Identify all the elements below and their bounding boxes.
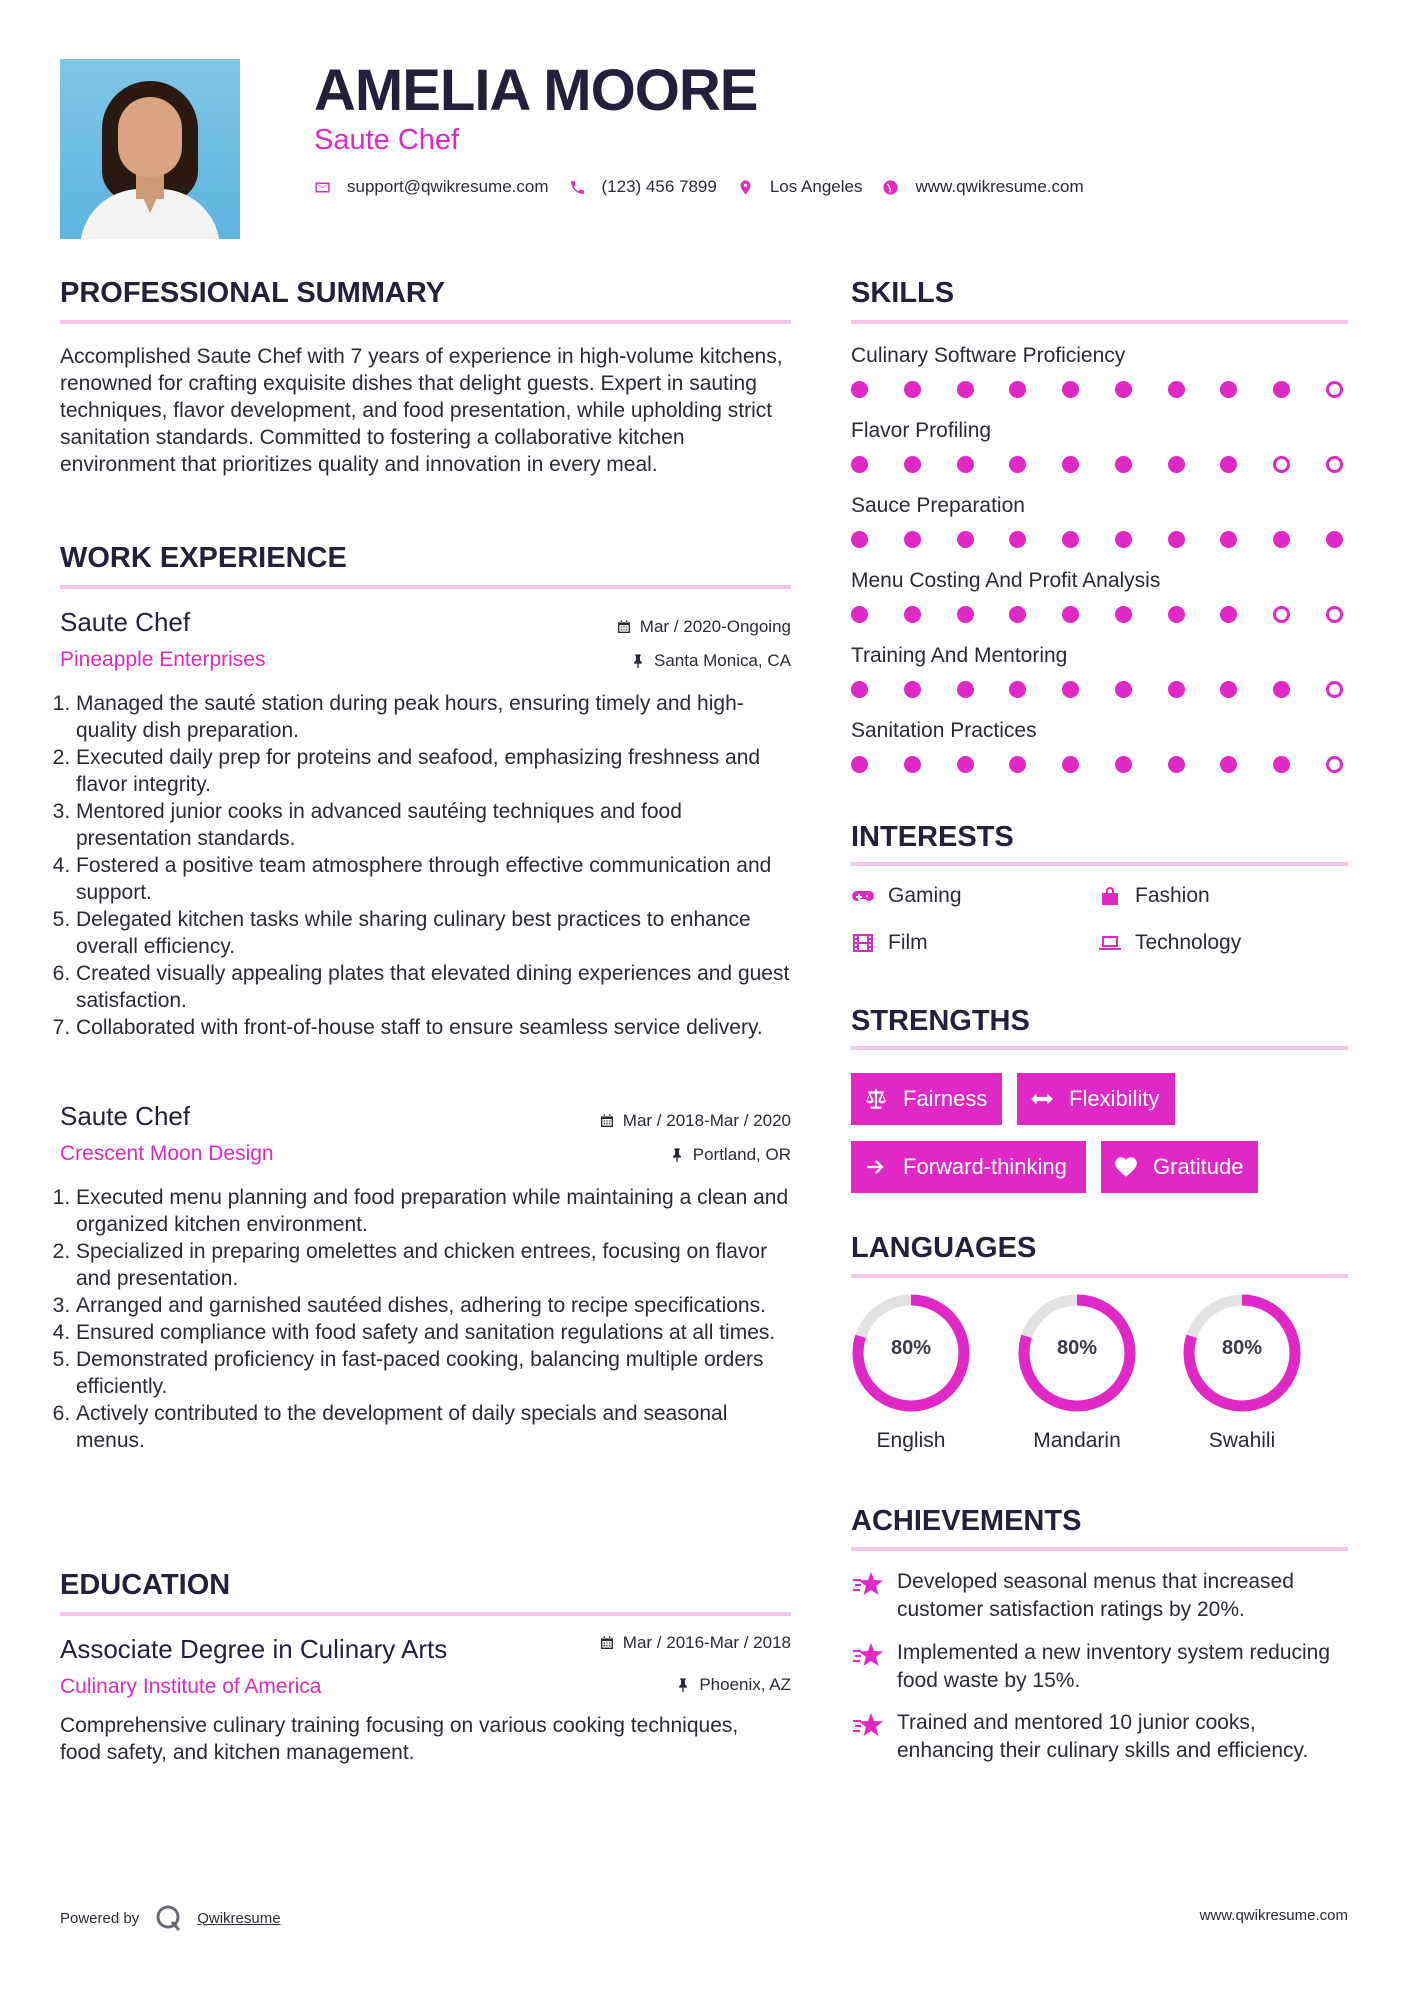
strength-fairness: Fairness [851,1073,1002,1125]
footer-url[interactable]: www.qwikresume.com [1199,1907,1348,1924]
job-2-title: Saute Chef [60,1101,191,1131]
balance-scale-icon [863,1086,889,1112]
star-burst-icon [851,1570,885,1600]
achievements-heading: ACHIEVEMENTS [851,1505,1082,1537]
rating-dot-filled [1220,456,1237,473]
job-2-bullet: 1. Executed menu planning and food preparation while maintaining a clean and organized kitchen environment. [76,1184,802,1238]
rating-dot-filled [1220,756,1237,773]
rating-dot-filled [957,456,974,473]
candidate-name: AMELIA MOORE [314,58,758,123]
job-2-company: Crescent Moon Design [60,1142,274,1165]
rating-dot-filled [851,381,868,398]
language-name: Mandarin [1033,1429,1121,1452]
rating-dot-filled [851,531,868,548]
skill-rating [851,531,1343,548]
job-2-bullet: 3. Arranged and garnished sautéed dishes, adhering to recipe specifications. [76,1292,802,1319]
job-1-bullet: 1. Managed the sauté station during peak hours, ensuring timely and high-quality dish preparation. [76,690,802,744]
rating-dot-filled [904,606,921,623]
calendar-icon [599,1113,615,1129]
experience-rule [60,585,791,589]
job-title: Saute Chef [314,124,460,156]
rating-dot-filled [851,456,868,473]
powered-by-text: Powered by [60,1909,140,1927]
pushpin-icon [630,653,646,669]
rating-dot-filled [1009,606,1026,623]
rating-dot-filled [1115,681,1132,698]
language-item [1015,1291,1139,1454]
job-2-bullet: 5. Demonstrated proficiency in fast-paced cooking, balancing multiple orders efficiently. [76,1346,802,1400]
language-percent: 80% [1056,1337,1098,1359]
footer-powered-by [60,1904,281,1932]
job-2-bullet: 6. Actively contributed to the development of daily specials and seasonal menus. [76,1400,802,1454]
rating-dot-filled [1009,531,1026,548]
rating-dot-empty [1326,381,1343,398]
rating-dot-filled [1009,381,1026,398]
job-1-bullet: 6. Created visually appealing plates that elevated dining experiences and guest satisfaction. [76,960,802,1014]
job-2-bullet: 4. Ensured compliance with food safety and sanitation regulations at all times. [76,1319,802,1346]
phone-text: (123) 456 7899 [601,177,717,196]
rating-dot-filled [1062,531,1079,548]
job-1-bullet: 5. Delegated kitchen tasks while sharing culinary best practices to enhance overall efficiency. [76,906,802,960]
strength-gratitude: Gratitude [1101,1141,1258,1193]
skill-name: Training And Mentoring [851,644,1068,667]
rating-dot-filled [1062,456,1079,473]
arrow-right-icon [863,1154,889,1180]
job-1-location: Santa Monica, CA [440,650,791,672]
strengths-heading: STRENGTHS [851,1005,1030,1037]
rating-dot-filled [904,756,921,773]
education-dates: Mar / 2016-Mar / 2018 [440,1632,791,1654]
interest-film: Film [851,930,928,956]
interests-rule [851,862,1348,866]
arrows-horizontal-icon [1029,1086,1055,1112]
rating-dot-filled [1062,381,1079,398]
contact-phone[interactable] [569,177,717,197]
gamepad-icon [851,884,875,908]
skill-name: Sanitation Practices [851,719,1037,742]
rating-dot-empty [1326,456,1343,473]
school-name: Culinary Institute of America [60,1675,322,1698]
rating-dot-filled [1273,531,1290,548]
rating-dot-filled [1168,681,1185,698]
rating-dot-filled [1273,756,1290,773]
rating-dot-filled [957,756,974,773]
interest-fashion: Fashion [1098,883,1210,909]
rating-dot-filled [1168,381,1185,398]
skill-rating [851,681,1343,698]
calendar-icon [616,619,632,635]
contact-location [737,177,863,197]
map-pin-icon [737,179,754,196]
calendar-icon [599,1635,615,1651]
job-2-dates: Mar / 2018-Mar / 2020 [440,1110,791,1132]
pushpin-icon [675,1677,691,1693]
website-text: www.qwikresume.com [915,177,1084,196]
rating-dot-filled [957,681,974,698]
rating-dot-filled [1009,456,1026,473]
degree-title: Associate Degree in Culinary Arts [60,1634,448,1664]
education-heading: EDUCATION [60,1569,231,1601]
interest-technology: Technology [1098,930,1241,956]
envelope-icon [314,179,331,196]
job-1-bullet: 4. Fostered a positive team atmosphere through effective communication and support. [76,852,802,906]
rating-dot-empty [1326,681,1343,698]
pushpin-icon [669,1147,685,1163]
job-1-dates: Mar / 2020-Ongoing [440,616,791,638]
rating-dot-empty [1273,456,1290,473]
rating-dot-filled [851,606,868,623]
education-location: Phoenix, AZ [440,1674,791,1696]
rating-dot-empty [1273,606,1290,623]
rating-dot-filled [1062,756,1079,773]
experience-heading: WORK EXPERIENCE [60,542,347,574]
heart-icon [1113,1154,1139,1180]
skill-rating [851,456,1343,473]
achievement-item: Implemented a new inventory system reducing food waste by 15%. [851,1639,1351,1695]
skill-name: Flavor Profiling [851,419,992,442]
location-text: Los Angeles [769,177,863,196]
rating-dot-filled [1115,381,1132,398]
rating-dot-filled [1220,606,1237,623]
skill-rating [851,606,1343,623]
rating-dot-filled [1115,756,1132,773]
job-2-location: Portland, OR [440,1144,791,1166]
rating-dot-filled [1009,681,1026,698]
rating-dot-filled [1168,456,1185,473]
education-rule [60,1612,791,1616]
rating-dot-filled [957,531,974,548]
laptop-icon [1098,931,1122,955]
job-2-bullet: 2. Specialized in preparing omelettes and chicken entrees, focusing on flavor and presentation. [76,1238,802,1292]
globe-icon [882,179,899,196]
achievement-item: Developed seasonal menus that increased customer satisfaction ratings by 20%. [851,1568,1351,1624]
contact-email[interactable] [314,177,549,197]
contact-website[interactable] [882,177,1083,197]
rating-dot-filled [1115,531,1132,548]
strengths-rule [851,1046,1348,1050]
profile-photo [60,59,240,239]
rating-dot-filled [1115,456,1132,473]
job-1-bullet: 3. Mentored junior cooks in advanced sautéing techniques and food presentation standards. [76,798,802,852]
rating-dot-filled [1220,681,1237,698]
strength-forward-thinking: Forward-thinking [851,1141,1086,1193]
job-1-bullets [58,690,802,1041]
education-description: Comprehensive culinary training focusing on various cooking techniques, food safety, and kitchen management. [60,1714,739,1764]
rating-dot-filled [1062,681,1079,698]
skill-rating [851,381,1343,398]
shopping-bag-icon [1098,884,1122,908]
job-1-company: Pineapple Enterprises [60,648,266,671]
rating-dot-filled [1168,756,1185,773]
rating-dot-filled [851,681,868,698]
languages-heading: LANGUAGES [851,1232,1037,1264]
star-burst-icon [851,1711,885,1741]
skill-name: Menu Costing And Profit Analysis [851,569,1161,592]
summary-heading: PROFESSIONAL SUMMARY [60,277,446,309]
email-text: support@qwikresume.com [347,177,549,196]
contact-bar [314,177,1104,197]
star-burst-icon [851,1641,885,1671]
job-1-title: Saute Chef [60,607,191,637]
language-percent: 80% [890,1337,932,1359]
language-name: English [876,1429,946,1452]
skill-rating [851,756,1343,773]
rating-dot-filled [1273,681,1290,698]
summary-rule [60,320,791,324]
languages-rule [851,1274,1348,1278]
interest-gaming: Gaming [851,883,962,909]
rating-dot-filled [957,381,974,398]
language-item [849,1291,973,1454]
language-name: Swahili [1208,1429,1276,1452]
rating-dot-filled [1273,381,1290,398]
rating-dot-filled [904,456,921,473]
strength-flexibility: Flexibility [1017,1073,1175,1125]
summary-text: Accomplished Saute Chef with 7 years of experience in high-volume kitchens, renowned for crafting exquisite dishes that delight guests. Expert in sauting techniques, flavor development, and food presentation, while upholding strict sanitation standards. Committed to fostering a collaborative kitchen environment that prioritizes quality and innovation in every meal. [60,345,783,476]
qwikresume-link[interactable]: Qwikresume [197,1909,281,1927]
rating-dot-filled [904,681,921,698]
job-2-bullets [58,1184,802,1454]
skill-name: Culinary Software Proficiency [851,344,1126,367]
rating-dot-filled [1115,606,1132,623]
rating-dot-filled [1062,606,1079,623]
job-1-bullet: 7. Collaborated with front-of-house staff to ensure seamless service delivery. [76,1014,802,1041]
rating-dot-filled [1009,756,1026,773]
achievements-rule [851,1547,1348,1551]
rating-dot-filled [851,756,868,773]
rating-dot-filled [904,531,921,548]
achievement-item: Trained and mentored 10 junior cooks, enhancing their culinary skills and efficiency. [851,1709,1351,1765]
rating-dot-filled [1168,606,1185,623]
language-item [1180,1291,1304,1454]
qwikresume-logo-icon [155,1904,183,1932]
job-1-bullet: 2. Executed daily prep for proteins and seafood, emphasizing freshness and flavor integrity. [76,744,802,798]
rating-dot-empty [1326,606,1343,623]
film-icon [851,931,875,955]
rating-dot-filled [904,381,921,398]
rating-dot-filled [1168,531,1185,548]
rating-dot-filled [957,606,974,623]
phone-icon [569,179,586,196]
rating-dot-empty [1326,756,1343,773]
language-percent: 80% [1221,1337,1263,1359]
rating-dot-filled [1326,531,1343,548]
skills-rule [851,320,1348,324]
interests-heading: INTERESTS [851,821,1014,853]
rating-dot-filled [1220,531,1237,548]
skills-heading: SKILLS [851,277,955,309]
rating-dot-filled [1220,381,1237,398]
skill-name: Sauce Preparation [851,494,1025,517]
